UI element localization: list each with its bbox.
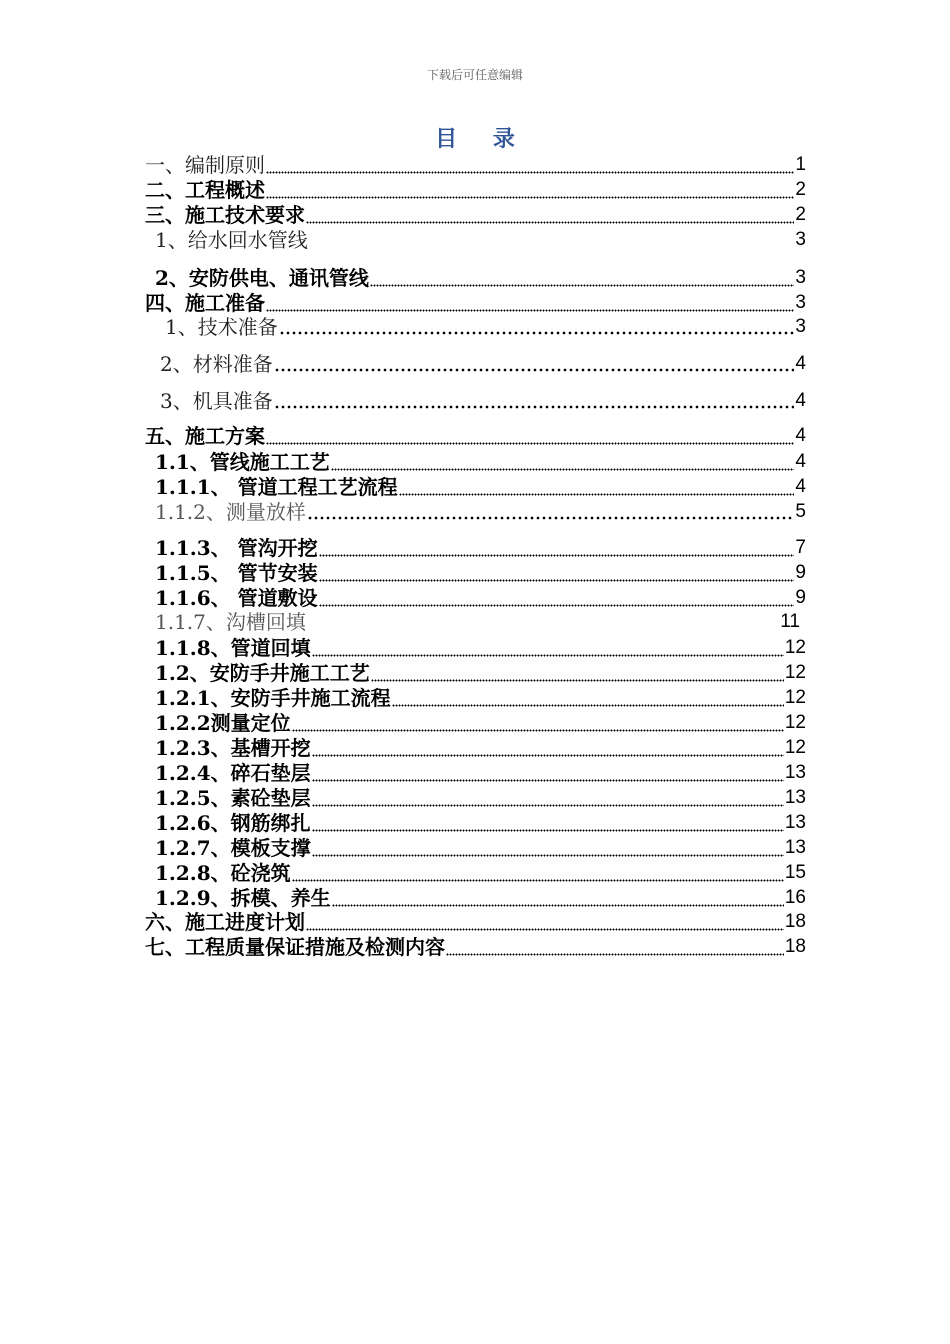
toc-entry-label: 1.1.7、沟槽回填 (155, 610, 306, 634)
toc-entry[interactable] (155, 536, 806, 560)
toc-entry[interactable] (155, 475, 806, 499)
toc-entry[interactable] (145, 291, 806, 315)
toc-entry-label: 1.2.1、安防手井施工流程 (155, 686, 391, 710)
toc-dot-leader (331, 463, 795, 471)
toc-entry-page: 13 (784, 762, 806, 783)
toc-entry-page: 12 (784, 637, 806, 658)
toc-entry-label: 1、给水回水管线 (155, 228, 308, 252)
toc-entry-page: 2 (795, 204, 806, 225)
toc-entry-page: 3 (795, 292, 806, 313)
toc-entry-page: 7 (795, 537, 806, 558)
toc-entry-page: 12 (784, 737, 806, 758)
toc-dot-leader (312, 774, 784, 782)
toc-entry-page: 12 (784, 662, 806, 683)
toc-entry[interactable] (155, 686, 806, 710)
toc-entry[interactable] (155, 761, 806, 785)
toc-entry-page: 15 (784, 862, 806, 883)
toc-entry-label: 1.1.8、管道回填 (155, 636, 311, 660)
toc-entry[interactable] (145, 910, 806, 934)
toc-entry-page: 16 (784, 887, 806, 908)
toc-entry-page: 18 (784, 936, 806, 957)
toc-entry-label: 1.2、安防手井施工工艺 (155, 661, 370, 685)
toc-entry-page: 13 (784, 787, 806, 808)
toc-dot-leader (266, 166, 794, 174)
toc-entry[interactable] (145, 178, 806, 202)
toc-entry-label: 1.1、管线施工工艺 (155, 450, 330, 474)
toc-entry[interactable] (155, 500, 806, 524)
toc-entry[interactable] (145, 424, 806, 448)
toc-entry-label: 五、施工方案 (145, 424, 265, 448)
toc-entry-page: 1 (795, 154, 806, 175)
toc-dot-leader (312, 749, 784, 757)
toc-entry-label: 二、工程概述 (145, 178, 265, 202)
toc-dot-leader (266, 437, 794, 445)
toc-dot-leader (312, 649, 784, 657)
toc-dot-leader (319, 599, 795, 607)
toc-entry[interactable] (155, 228, 806, 252)
toc-entry[interactable] (155, 450, 806, 474)
toc-entry-page: 4 (795, 451, 806, 472)
toc-dot-leader (266, 191, 794, 199)
toc-entry[interactable] (155, 786, 806, 810)
toc-entry-page: 18 (784, 911, 806, 932)
toc-dot-leader (371, 674, 784, 682)
toc-entry-page: 12 (784, 687, 806, 708)
toc-entry-label: 3、机具准备 (160, 389, 273, 413)
toc-entry-label: 1.2.8、砼浇筑 (155, 861, 291, 885)
toc-entry-page: 2 (795, 179, 806, 200)
toc-entry[interactable] (165, 315, 806, 339)
toc-entry-page: 4 (795, 425, 806, 446)
toc-dot-leader (446, 948, 784, 956)
toc-dot-leader (392, 699, 784, 707)
toc-dot-leader (307, 623, 779, 631)
toc-entry-page: 13 (784, 837, 806, 858)
toc-entry[interactable] (155, 586, 806, 610)
toc-entry-label: 1.2.6、钢筋绑扎 (155, 811, 311, 835)
toc-dot-leader (292, 874, 784, 882)
toc-dot-leader (306, 216, 794, 224)
toc-entry-label: 1、技术准备 (165, 315, 278, 339)
toc-entry[interactable] (160, 389, 806, 413)
toc-entry-page: 4 (795, 353, 806, 374)
toc-entry-page: 5 (795, 501, 806, 522)
toc-entry-page: 12 (784, 712, 806, 733)
toc-dot-leader (307, 513, 795, 521)
toc-dot-leader (274, 402, 795, 410)
toc-entry[interactable] (155, 561, 806, 585)
toc-entry-label: 七、工程质量保证措施及检测内容 (145, 935, 445, 959)
toc-entry-label: 1.1.3、 管沟开挖 (155, 536, 318, 560)
toc-entry[interactable] (155, 836, 806, 860)
toc-entry[interactable] (155, 886, 806, 910)
toc-dot-leader (309, 241, 795, 249)
toc-entry[interactable] (155, 736, 806, 760)
toc-dot-leader (399, 488, 795, 496)
toc-entry[interactable] (145, 153, 806, 177)
page-title: 目 录 (435, 126, 529, 152)
toc-dot-leader (306, 923, 784, 931)
toc-entry-page: 11 (780, 611, 800, 632)
toc-entry-label: 2、安防供电、通讯管线 (155, 266, 369, 290)
toc-entry-page: 3 (795, 316, 806, 337)
toc-entry[interactable] (155, 861, 806, 885)
toc-entry-label: 1.1.2、测量放样 (155, 500, 306, 524)
toc-dot-leader (319, 549, 795, 557)
toc-dot-leader (319, 574, 795, 582)
toc-entry-page: 4 (795, 390, 806, 411)
toc-entry[interactable] (155, 661, 806, 685)
toc-entry[interactable] (145, 203, 806, 227)
toc-dot-leader (312, 849, 784, 857)
toc-entry-label: 1.1.1、 管道工程工艺流程 (155, 475, 398, 499)
toc-dot-leader (312, 824, 784, 832)
toc-entry-label: 1.2.3、基槽开挖 (155, 736, 311, 760)
toc-entry-label: 1.2.7、模板支撑 (155, 836, 311, 860)
toc-entry-label: 1.2.2测量定位 (155, 711, 291, 735)
toc-entry-label: 一、编制原则 (145, 153, 265, 177)
toc-entry-page: 13 (784, 812, 806, 833)
toc-entry-label: 1.1.6、 管道敷设 (155, 586, 318, 610)
toc-entry-page: 9 (795, 587, 806, 608)
toc-dot-leader (332, 899, 784, 907)
toc-entry-label: 四、施工准备 (145, 291, 265, 315)
toc-entry[interactable] (155, 636, 806, 660)
toc-entry-label: 2、材料准备 (160, 352, 273, 376)
toc-entry-label: 六、施工进度计划 (145, 910, 305, 934)
toc-entry-page: 4 (795, 476, 806, 497)
toc-entry-label: 三、施工技术要求 (145, 203, 305, 227)
toc-entry-page: 9 (795, 562, 806, 583)
toc-entry-label: 1.2.4、碎石垫层 (155, 761, 311, 785)
toc-dot-leader (370, 279, 795, 287)
toc-entry[interactable] (155, 610, 800, 634)
toc-dot-leader (266, 304, 794, 312)
toc-entry[interactable] (155, 711, 806, 735)
toc-entry-page: 3 (795, 229, 806, 250)
toc-entry-label: 1.2.5、素砼垫层 (155, 786, 311, 810)
toc-dot-leader (274, 365, 795, 373)
toc-entry[interactable] (145, 935, 806, 959)
toc-dot-leader (292, 724, 784, 732)
toc-dot-leader (279, 328, 795, 336)
page-header: 下载后可任意编辑 (426, 68, 523, 82)
toc-entry[interactable] (155, 266, 806, 290)
toc-entry[interactable] (155, 811, 806, 835)
toc-dot-leader (312, 799, 784, 807)
toc-entry-page: 3 (795, 267, 806, 288)
toc-entry-label: 1.1.5、 管节安装 (155, 561, 318, 585)
toc-entry-label: 1.2.9、拆模、养生 (155, 886, 331, 910)
toc-entry[interactable] (160, 352, 806, 376)
